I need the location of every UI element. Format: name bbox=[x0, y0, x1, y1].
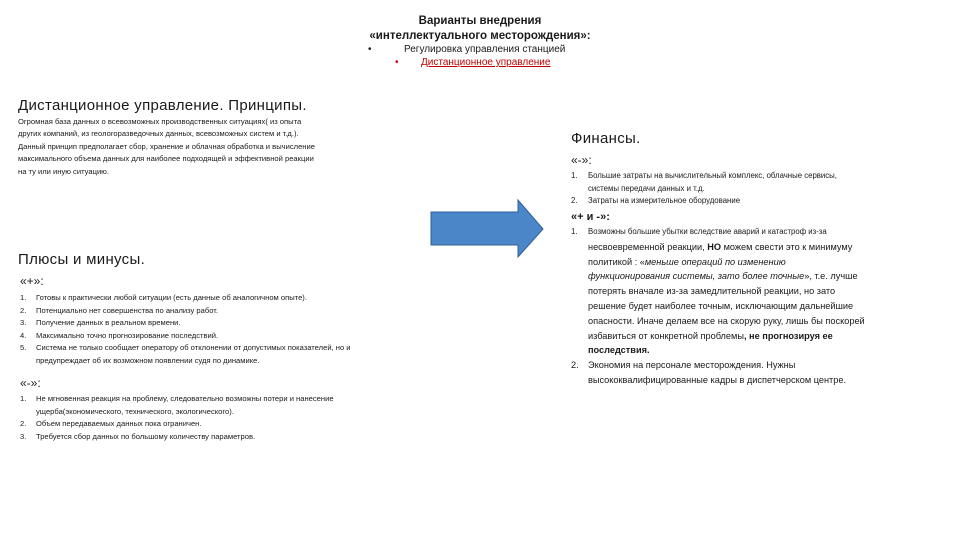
pros-cons-heading: Плюсы и минусы. bbox=[18, 251, 146, 268]
list-item: 1. Не мгновенная реакция на проблему, следовательно возможны потери и нанесение ущерба(экономического, технического, экологического). bbox=[20, 394, 334, 416]
finance-minus-list bbox=[571, 170, 941, 208]
list-item: 3. Требуется сбор данных по большому количеству параметров. bbox=[20, 431, 256, 441]
finance-minus-label: «-»: bbox=[571, 153, 592, 167]
principles-line: максимального объема данных для наиболее подходящей и эффективной реакции bbox=[18, 154, 314, 164]
bullet-dot-icon: • bbox=[395, 57, 399, 68]
list-item: 1. Большие затраты на вычислительный комплекс, облачные сервисы, системы передачи данных и т.д. bbox=[571, 171, 837, 193]
list-item: 1. Возможны большие убытки вследствие аварий и катастроф из-за несвоевременной реакции, НО можем свести это к минимуму политикой : «меньше операций по изменению функционирования системы, зато более точные», т.е. лучше потерять вначале из-за замедлительной реакции, но зато решение будет наиболее точным, исключающим дальнейшие опасности. Иначе делаем все на скорую руку, лишь бы поскорей избавиться от конкретной проблемы, не прогнозируя ее последствия. bbox=[571, 227, 865, 356]
list-item: 2. Экономия на персонале месторождения. Нужны высококвалифицированные кадры в диспетчерском центре. bbox=[571, 360, 847, 385]
principles-line: Огромная база данных о всевозможных производственных ситуациях( из опыта bbox=[18, 117, 302, 126]
plus-list bbox=[20, 292, 470, 368]
finance-heading: Финансы. bbox=[571, 130, 641, 147]
header-bullet-label: Регулировка управления станцией bbox=[404, 44, 566, 55]
principles-line: других компаний, из геологоразведочных данных, всевозможных систем и т.д.). bbox=[18, 129, 299, 139]
principles-line: Данный принцип предполагает сбор, хранение и облачная обработка и вычисление bbox=[18, 141, 315, 151]
list-item: 3. Получение данных в реальном времени. bbox=[20, 318, 181, 328]
list-item: 2. Потенциально нет совершенства по анализу работ. bbox=[20, 305, 219, 315]
list-item: 2. Затраты на измерительное оборудование bbox=[571, 196, 741, 206]
list-item: 1. Готовы к практически любой ситуации (есть данные об аналогичном опыте). bbox=[20, 293, 307, 302]
principles-heading: Дистанционное управление. Принципы. bbox=[18, 97, 307, 114]
minus-label: «-»: bbox=[20, 376, 41, 390]
list-item: 4. Максимально точно прогнозирование последствий. bbox=[20, 330, 219, 340]
slide-title-line1: Варианты внедрения bbox=[418, 15, 542, 27]
list-item: 5. Система не только сообщает оператору об отклонении от допустимых показателей, но и предупреждает об их возможном появлении судя по динамике. bbox=[20, 343, 351, 365]
principles-line: на ту или иную ситуацию. bbox=[18, 166, 109, 176]
principles-text bbox=[18, 116, 448, 178]
finance-mixed-list bbox=[571, 225, 951, 388]
finance-plusminus-label: «+ и -»: bbox=[571, 211, 610, 223]
plus-label: «+»: bbox=[20, 274, 44, 288]
bullet-dot-icon: • bbox=[368, 44, 372, 55]
right-arrow-icon bbox=[430, 199, 545, 259]
slide-title-line2: «интеллектуального месторождения»: bbox=[369, 30, 591, 42]
list-item: 2. Объем передаваемых данных пока ограничен. bbox=[20, 419, 202, 429]
header-bullet-link[interactable]: Дистанционное управление bbox=[421, 57, 551, 68]
minus-list bbox=[20, 393, 470, 443]
